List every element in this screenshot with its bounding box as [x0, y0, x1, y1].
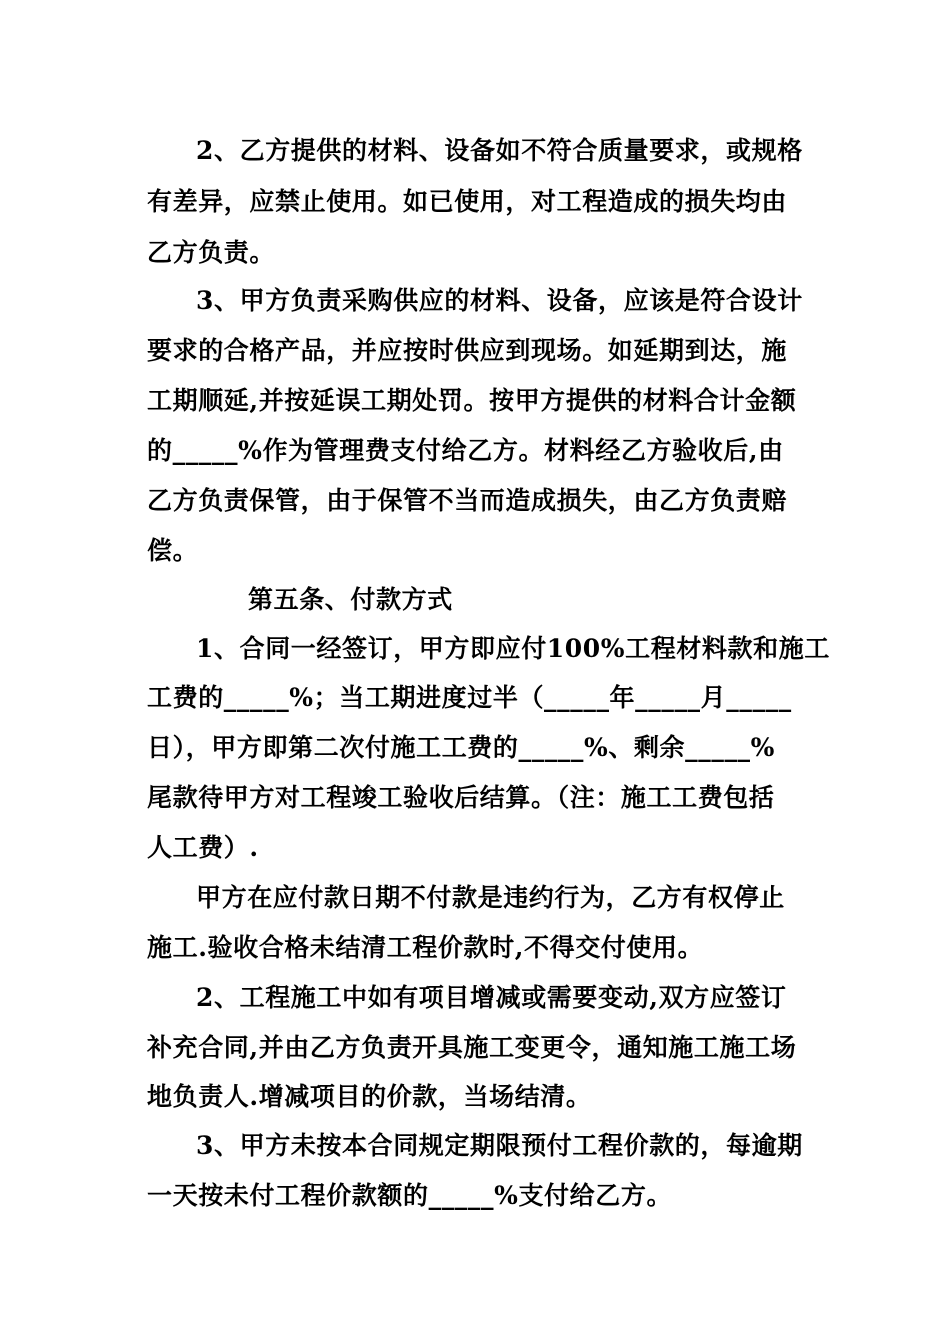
payment-3-line-2: 一天按未付工程价款额的_____%支付给乙方。 [147, 1181, 673, 1210]
payment-1-line-1: 1、合同一经签订，甲方即应付100%工程材料款和施工 [196, 634, 830, 663]
payment-1-line-2: 工费的_____%；当工期进度过半（_____年_____月_____ [147, 683, 792, 712]
clause-2-line-1: 2、乙方提供的材料、设备如不符合质量要求，或规格 [196, 136, 803, 165]
default-line-1: 甲方在应付款日期不付款是违约行为，乙方有权停止 [196, 883, 785, 912]
section-heading-payment: 第五条、付款方式 [248, 585, 453, 614]
clause-2-line-3: 乙方负责。 [147, 238, 276, 267]
payment-2-line-2: 补充合同,并由乙方负责开具施工变更令，通知施工施工场 [147, 1033, 797, 1062]
payment-1-line-5: 人工费）. [147, 833, 259, 862]
clause-3-line-3: 工期顺延,并按延误工期处罚。按甲方提供的材料合计金额 [147, 386, 797, 415]
clause-3-line-6: 偿。 [147, 536, 199, 565]
payment-2-line-1: 2、工程施工中如有项目增减或需要变动,双方应签订 [196, 983, 787, 1012]
clause-2-line-2: 有差异，应禁止使用。如已使用，对工程造成的损失均由 [147, 187, 788, 216]
default-line-2: 施工.验收合格未结清工程价款时,不得交付使用。 [147, 933, 704, 962]
clause-3-line-2: 要求的合格产品，并应按时供应到现场。如延期到达，施 [147, 336, 788, 365]
payment-3-line-1: 3、甲方未按本合同规定期限预付工程价款的，每逾期 [196, 1131, 803, 1160]
payment-1-line-4: 尾款待甲方对工程竣工验收后结算。（注：施工工费包括 [147, 783, 775, 812]
payment-2-line-3: 地负责人.增减项目的价款，当场结清。 [147, 1082, 592, 1111]
clause-3-line-4: 的_____%作为管理费支付给乙方。材料经乙方验收后,由 [147, 436, 784, 465]
clause-3-line-5: 乙方负责保管，由于保管不当而造成损失，由乙方负责赔 [147, 486, 788, 515]
payment-1-line-3: 日），甲方即第二次付施工工费的_____%、剩余_____% [147, 733, 776, 762]
clause-3-line-1: 3、甲方负责采购供应的材料、设备，应该是符合设计 [196, 286, 803, 315]
